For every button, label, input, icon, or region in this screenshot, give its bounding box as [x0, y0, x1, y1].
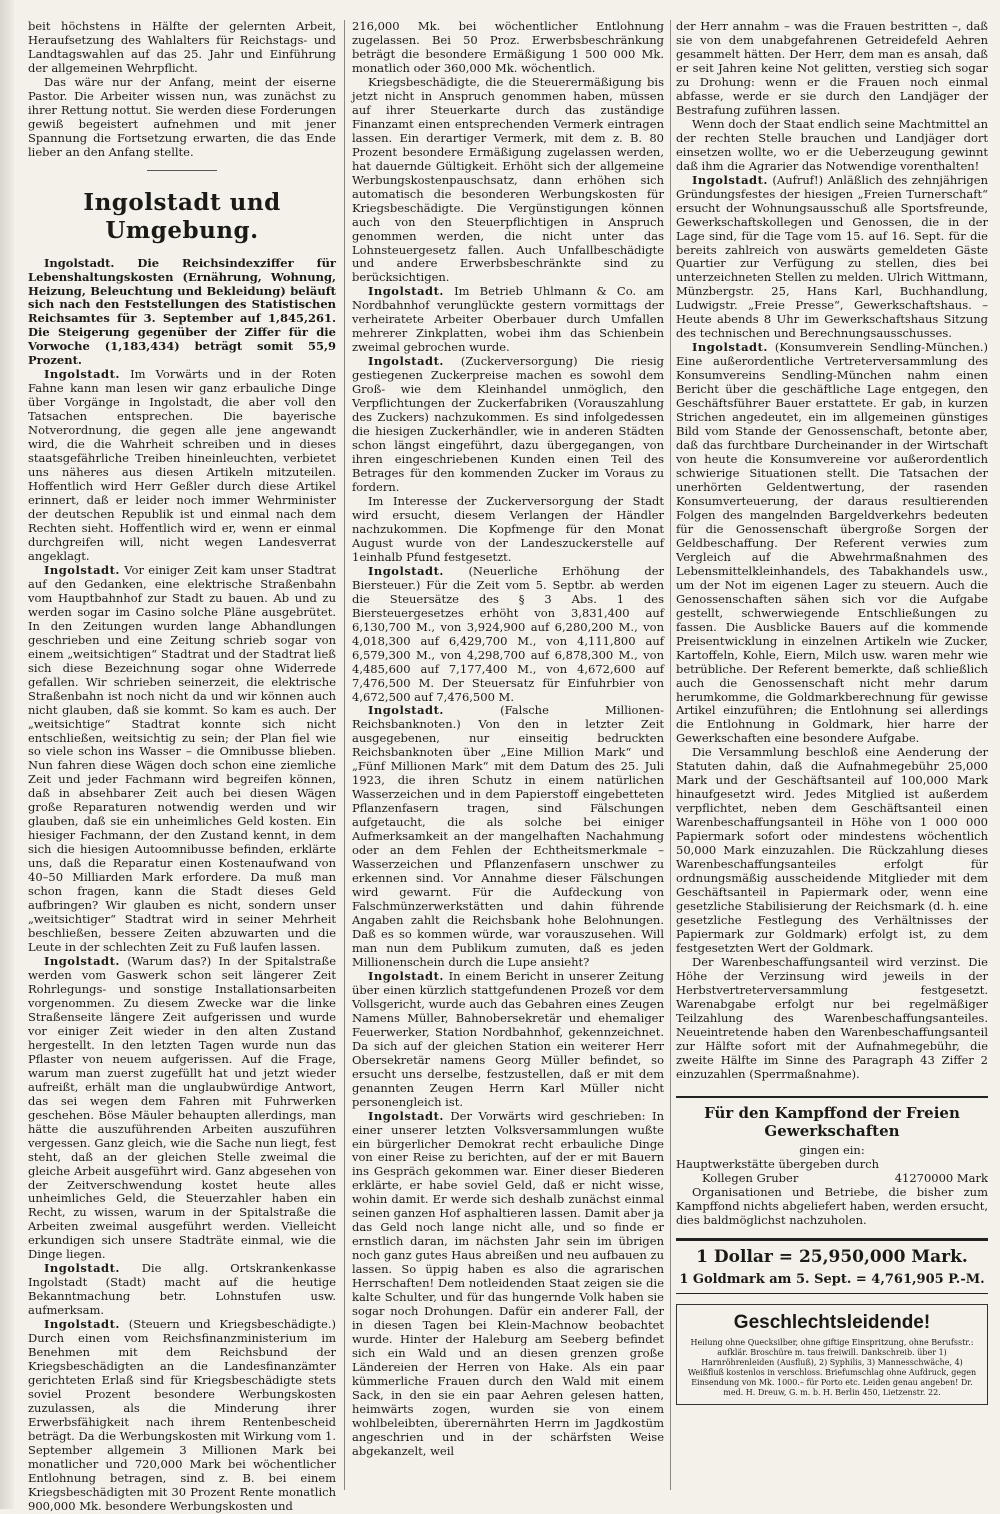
- article-dateline: Ingolstadt.: [692, 340, 768, 355]
- column-middle: [352, 20, 664, 1500]
- fund-heading: Für den Kampffond der Freien Gewerkschaften: [676, 1096, 988, 1140]
- article: [676, 174, 988, 342]
- article-dateline: Ingolstadt.: [368, 968, 444, 983]
- advertisement-body: Heilung ohne Quecksilber, ohne giftige Einspritzung, ohne Berufsstr.: aufklär. Broschüre m. taus freiwill. Dankschreib. über 1) Harnröhrenleiden (Ausfluß), 2) Syphilis, 3) Mannesschwäche, 4) Weißfluß kostenlos in verschloss. Briefumschlag ohne Aufdruck, gegen Einsendung von Mk. 1000.– für Porto etc. Leiden genau angeben! Dr. med. H. Dreuw, G. m. b. H. Berlin 450, Lietzenstr. 22.: [687, 1338, 977, 1398]
- article-dateline: Ingolstadt.: [44, 1261, 120, 1276]
- article-text: Vor einiger Zeit kam unser Stadtrat auf den Gedanken, eine elektrische Straßenbahn vom Hauptbahnhof zur Stadt zu bauen. Ab und zu werden sogar im Casino solche Pläne ausgebrütet. In den Zeitungen wurden lange Abhandlungen geschrieben und eine Zeitung schrieb sogar von einem „weitsichtigen“ Stadtrat und der Stadtrat ließ sich diese Bezeichnung sogar ohne Widerrede gefallen. Wir schrieben seinerzeit, die elektrische Straßenbahn ist noch nicht da und wir können auch nicht glauben, daß sie kommt. So kam es auch. Der „weitsichtige“ Stadtrat konnte sich nicht entschließen, weitsichtig zu sein; der Plan fiel wie so viele schon ins Wasser – die Omnibusse blieben. Nun fahren diese Wägen doch schon eine ziemliche Zeit und jeder Fachmann wird begreifen können, daß in absehbarer Zeit auch bei diesen Wägen große Reparaturen notwendig werden und wir glauben, daß sie ein unheimliches Geld kosten. Ein hiesiger Fachmann, der den Zustand kennt, in dem sich die hiesigen Autoomnibusse befinden, erklärte uns, daß die Reparatur einen Kostenaufwand von 40–50 Milliarden Mark erfordere. Da muß man schon fragen, kann die Stadt dieses Geld aufbringen? Wir glauben es nicht, sondern unser „weitsichtiger“ Stadtrat wird in seiner Mehrheit beschließen, bessere Zeiten abzuwarten und die Leute in der schlechten Zeit zu Fuß laufen lassen.: [28, 562, 337, 955]
- article-text: Die allg. Ortskrankenkasse Ingolstadt (Stadt) macht auf die heutige Bekanntmachung betr. Lohnstufen usw. aufmerksam.: [28, 1261, 336, 1318]
- article-dateline: Ingolstadt.: [44, 1317, 120, 1332]
- article: [352, 704, 664, 969]
- article: [28, 368, 336, 564]
- fund-subheading: gingen ein:: [799, 1143, 865, 1158]
- fund-note: Organisationen und Betriebe, die bisher zum Kampffond nichts abgeliefert haben, werden ersucht, dies baldmöglichst nachzuholen.: [676, 1184, 988, 1227]
- article-text: Der Vorwärts wird geschrieben: In einer unserer letzten Volksversammlungen wußte ein bürgerlicher Demokrat recht erbauliche Dinge von einer Reise zu berichten, auf der er mit Bauern ins Gespräch gekommen war. Einer dieser Biederen erklärte, er habe soviel Geld, daß er nicht wisse, wohin damit. Er werde sich deshalb zunächst einmal seinen ganzen Hof asphaltieren lassen. Damit aber ja das Geld noch lange nicht alle, und so finde er ernstlich daran, im nächsten Jahr sein im übrigen noch ganz gutes Haus abreißen und neu aufbauen zu lassen. So üppig haben es also die agrarischen Herrschaften! Dem notleidenden Staat zeigen sie die kalte Schulter, und für das hungernde Volk haben sie sogar noch Drohungen. Dafür ein anderer Fall, der in diesen Tagen bei Klein-Machnow beobachtet wurde. Hinter der Haleburg am Seeberg befindet sich ein Wald und an diesen grenzen große Ländereien der Herren von Hake. Als ein paar kümmerliche Frauen durch den Wald mit einem Sack, in den sie ein paar Aehren gelesen hatten, heimwärts zogen, wurden sie von einem wohlbeleibten, überernährten Herrn im Jagdkostüm angeschrien und in der schärfsten Weise abgekanzelt, weil: [352, 1108, 664, 1458]
- paragraph: der Herr annahm – was die Frauen bestritten –, daß sie von dem unabgefahrenen Getreidefeld Aehren gesammelt hätten. Der Herr, dem man es ansah, daß er seit Jahren keine Not gelitten, verstieg sich sogar zu Drohung: wenn er die Frauen noch einmal abfasse, werde er sie durch den Landjäger der Bestrafung zuführen lassen.: [676, 19, 988, 117]
- article-text: Im Betrieb Uhlmann & Co. am Nordbahnhof verunglückte gestern vormittags der verheiratete Arbeiter Oberbauer durch Umfallen mehrerer Zinkplatten, wobei ihm das Schienbein zweimal gebrochen wurde.: [352, 284, 664, 355]
- paragraph: beit höchstens in Hälfte der gelernten Arbeit, Heraufsetzung des Wahlalters für Reichstags- und Landtagswahlen auf das 25. Jahr und Einführung der allgemeinen Wehrpflicht.: [28, 19, 336, 75]
- advertisement: [676, 1304, 988, 1405]
- paragraph: Im Interesse der Zuckerversorgung der Stadt wird ersucht, diesem Verlangen der Händler nachzukommen. Die Kopfmenge für den Monat August wurde von der Landeszuckerstelle auf 1einhalb Pfund festgesetzt.: [352, 493, 664, 564]
- article-dateline: Ingolstadt.: [368, 1108, 444, 1123]
- advertisement-title: Geschlechtsleidende!: [733, 1312, 931, 1334]
- page-edge: [0, 0, 14, 1509]
- column-right: [676, 20, 988, 1500]
- article-text: (Konsumverein Sendling-München.) Eine außerordentliche Vertreterversammlung des Konsumvereins Sendling-München nahm einen Bericht über die geschäftliche Lage entgegen, den Geschäftsführer Bauer erstattete. Er gab, in kurzen Strichen angedeutet, ein im allgemeinen günstiges Bild vom Stande der Genossenschaft, betonte aber, daß das furchtbare Durcheinander in der Wirtschaft von heute die Konsumvereine vor außerordentlich schwierige Situationen stellt. Die Tatsachen der unerhörten Geldentwertung, der rasenden Konsumverteuerung, der daraus resultierenden Folgen des mangelnden Bargeldverkehrs bedeuten für die Genossenschaft übergroße Sorgen der Geldbeschaffung. Der Referent verwies zum Vergleich auf die Abwehrmaßnahmen des Lebensmittelkleinhandels, des Tabakhandels usw., um der Not im eigenen Lager zu steuern. Auch die Genossenschaften sähen sich vor die Aufgabe gestellt, schwerwiegende Entschließungen zu fassen. Die Ausblicke Bauers auf die kommende Preisentwicklung in einzelnen Artikeln wie Zucker, Kartoffeln, Kohle, Eiern, Milch usw. waren mehr wie betrübliche. Der Referent bemerkte, daß schließlich auch die Genossenschaft nicht mehr darum herumkomme, die Goldmarkberechnung für gewisse Artikel einzuführen; die Entlohnung sei allerdings die Entlohnung in Goldmark, hier harre der Gewerkschaften eine besondere Aufgabe.: [676, 340, 988, 746]
- article: [352, 565, 664, 705]
- article: [352, 970, 664, 1110]
- article-text: In einem Bericht in unserer Zeitung über einen kürzlich stattgefundenen Prozeß vor dem Vollsgericht, wurde auch das Gebahren eines Zeugen Namens Müller, Bahnobersekretär und ehemaliger Feuerwerker, Station Nordbahnhof, gekennzeichnet. Da sich auf der gleichen Station ein weiterer Herr Obersekretär namens Georg Müller befindet, so ersucht uns derselbe, festzustellen, daß er mit dem genannten Zeugen Herrn Karl Müller nicht personengleich ist.: [352, 968, 665, 1109]
- article-dateline: Ingolstadt.: [44, 367, 120, 382]
- article: [28, 1262, 336, 1318]
- article-text: (Warum das?) In der Spitalstraße werden vom Gaswerk schon seit längerer Zeit Rohrlegungs- und sonstige Installationsarbeiten vorgenommen. Zu diesem Zwecke war die linke Straßenseite längere Zeit aufgerissen und wurde vor einiger Zeit wieder in den alten Zustand hergestellt. In den letzten Tagen wurde nun das Pflaster von neuem aufgerissen. Auf die Frage, warum man zuerst zugefüllt hat und jetzt wieder aufreißt, erhält man die unglaubwürdige Antwort, das sei wegen dem Fahren mit Fuhrwerken geschehen. Böse Mäuler behaupten allerdings, man hätte die auszuführenden Arbeiten auszuführen vergessen. Ganz gleich, wie die Sache nun liegt, fest steht, daß an der gleichen Stelle zweimal die gleiche Arbeit ausgeführt wird. Ganz abgesehen von der Zeitverschwendung kostet heute alles unheimliches Geld, die Steuerzahler haben ein Recht, zu wissen, warum in der Spitalstraße die Arbeiten zweimal ausgeführt werden. Vielleicht erkundigen sich unsere Stadträte einmal, wie die Dinge liegen.: [28, 954, 337, 1262]
- divider: [147, 170, 217, 171]
- article-dateline: Ingolstadt.: [368, 284, 444, 299]
- article-text: Im Vorwärts und in der Roten Fahne kann man lesen wir ganz erbauliche Dinge über Vorgänge in Ingolstadt, die aber voll den Tatsachen entsprechen. Die bayerische Notverordnung, die gegen alle jene angewandt wird, die die Wahrheit schreiben und in dieses staatsgefährliche Treiben hineinleuchten, verbietet uns näheres aus diesen Artikeln mitzuteilen. Hoffentlich wird Herr Geßler durch diese Artikel erinnert, daß er leider noch immer Wehrminister der deutschen Republik ist und einmal nach dem Rechten sieht. Hoffentlich wird er, wenn er einmal durchgreifen will, nicht wegen Landesverrat angeklagt.: [28, 367, 336, 563]
- column-rule-2: [670, 20, 671, 1490]
- article-text: (Neuerliche Erhöhung der Biersteuer.) Für die Zeit vom 5. Septbr. ab werden die Steuersätze des § 3 Abs. 1 des Biersteuergesetzes erhöht von 3,831,400 auf 6,130,700 M., von 3,924,900 auf 6,280,200 M., von 4,018,300 auf 6,429,700 M., von 4,111,800 auf 6,579,300 M., von 4,298,700 auf 6,878,300 M., von 4,485,600 auf 7,177,400 M., von 4,672,600 auf 7,476,500 M. Der Steuersatz für Einfuhrbier von 4,672,500 auf 7,476,500 M.: [352, 563, 664, 704]
- goldmark-rate: 1 Goldmark am 5. Sept. = 4,761,905 P.-M.: [679, 1271, 985, 1287]
- paragraph: Der Warenbeschaffungsanteil wird verzinst. Die Höhe der Verzinsung wird jeweils in der Herbstvertreterversammlung festgesetzt. Warenabgabe erfolgt nur bei regelmäßiger Teilzahlung des Warenbeschaffungsanteiles. Neueintretende haben den Warenbeschaffungsanteil zur Hälfte sofort mit der Aufnahmegebühr, die zweite Hälfte im Sinne des Paragraph 43 Ziffer 2 einzuzahlen (Sperrmaßnahme).: [676, 954, 988, 1081]
- article-dateline: Ingolstadt.: [44, 954, 120, 968]
- article-text: (Falsche Millionen-Reichsbanknoten.) Von den in letzter Zeit ausgegebenen, nur einseitig bedruckten Reichsbanknoten über „Eine Million Mark“ und „Fünf Millionen Mark“ mit dem Datum des 25. Juli 1923, die ihren Schutz in einem natürlichen Wasserzeichen und in dem Papierstoff eingebetteten Pflanzenfasern tragen, sind Fälschungen aufgetaucht, die als solche bei einiger Aufmerksamkeit an der mangelhaften Nachahmung oder an dem Fehlen der Echtheitsmerkmale – Wasserzeichen und Pflanzenfasern unschwer zu erkennen sind. Vor Annahme dieser Fälschungen wird gewarnt. Für die Aufdeckung von Falschmünzerwerkstätten und dahin führende Angaben zahlt die Reichsbank hohe Belohnungen. Daß es so kommen würde, war vorauszusehen. Will man nun dem Publikum zumuten, daß es jeden Millionenschein durch die Lupe ansieht?: [352, 703, 664, 969]
- article: [676, 341, 988, 746]
- article-dateline: Ingolstadt.: [368, 354, 444, 369]
- fund-entry: [676, 1172, 988, 1186]
- article: [28, 1318, 336, 1514]
- article: [352, 355, 664, 495]
- paragraph: Das wäre nur der Anfang, meint der eiserne Pastor. Die Arbeiter wissen nun, was zunächst zu ihrer Rettung nottut. Sie werden diese Forderungen gewiß begeistert aufnehmen und mit jener Spannung die Fortsetzung erwarten, die das Ende lieber an den Anfang stellte.: [28, 74, 336, 159]
- section-heading: Ingolstadt und Umgebung.: [83, 188, 281, 244]
- paragraph: 216,000 Mk. bei wöchentlicher Entlohnung zugelassen. Bei 50 Proz. Erwerbsbeschränkung beträgt die besondere Ermäßigung 1 500 000 Mk. monatlich oder 360,000 Mk. wöchentlich.: [352, 19, 664, 75]
- fund-line: Hauptwerkstätte übergeben durch: [676, 1157, 880, 1172]
- paragraph: Wenn doch der Staat endlich seine Machtmittel an der rechten Stelle brauchen und Landjäger dort einsetzen wollte, wo er die Ueberzeugung gewinnt daß ihm die Agrarier das Notwendige vorenthalten!: [676, 116, 988, 173]
- column-left: [28, 19, 337, 1513]
- fund-entry-amount: 41270000 Mark: [894, 1171, 988, 1185]
- column-rule-1: [344, 20, 345, 1490]
- article-index: Ingolstadt. Die Reichsindexziffer für Lebenshaltungskosten (Ernährung, Wohnung, Heizung, Beleuchtung und Bekleidung) beläuft sich nach den Feststellungen des Statistischen Reichsamtes für 3. September auf 1,845,261. Die Steigerung gegenüber der Ziffer für die Vorwoche (1,183,434) beträgt somit 55,9 Prozent.: [28, 255, 336, 368]
- fund-entry-name: Kollegen Gruber: [702, 1171, 799, 1185]
- article: [352, 1110, 664, 1459]
- article-dateline: Ingolstadt.: [692, 172, 768, 187]
- article-dateline: Ingolstadt.: [368, 703, 444, 718]
- article-text: (Zuckerversorgung) Die riesig gestiegenen Zuckerpreise machen es sowohl dem Groß- wie dem Kleinhandel unmöglich, den Verpflichtungen der Zuckerfabriken (Vorauszahlung des Zuckers) nachzukommen. Es sind infolgedessen die hiesigen Zuckerhändler, wie in anderen Städten schon längst eingeführt, dazu übergegangen, von ihren eingeschriebenen Kunden einen Teil des Betrages für den kommenden Zucker im Voraus zu fordern.: [352, 354, 664, 494]
- exchange-rate-box: [676, 1238, 988, 1294]
- article: [28, 955, 336, 1262]
- article-dateline: Ingolstadt.: [44, 562, 120, 577]
- article-dateline: Ingolstadt.: [368, 563, 444, 578]
- article-text: (Aufruf!) Anläßlich des zehnjährigen Gründungsfestes der hiesigen „Freien Turnerschaft“ ersucht der Wohnungsausschuß alle Sportsfreunde, Gewerkschaftskollegen und Genossen, die in der Lage sind, für die Tage vom 15. auf 16. Sept. für die bereits zahlreich von auswärts gemeldeten Gäste Quartier zur Verfügung zu stellen, dies bei unterzeichneten Stellen zu melden. Ulrich Wittmann, Münzbergstr. 25, Hans Karl, Buchhandlung, Ludwigstr. „Freie Presse“, Gewerkschaftshaus. – Heute abends 8 Uhr im Gewerkschaftshaus Sitzung des technischen und Berechnungsausschusses.: [676, 172, 988, 341]
- paragraph: Die Versammlung beschloß eine Aenderung der Statuten dahin, daß die Aufnahmegebühr 25,000 Mark und der Geschäftsanteil auf 100,000 Mark hinaufgesetzt wird. Jedes Mitglied ist außerdem verpflichtet, neben dem Geschäftsanteil einen Warenbeschaffungsanteil in Höhe von 1 000 000 Papiermark sofort oder mindestens wöchentlich 50,000 Mark einzuzahlen. Die Rückzahlung dieses Warenbeschaffungsanteiles erfolgt für ordnungsmäßig ausscheidende Mitglieder mit dem Geschäftsanteil in Papiermark oder, wenn eine gesetzliche Stabilisierung der Reichsmark (d. h. eine gesetzliche Festlegung des Verhältnisses der Papiermark zur Goldmark) erfolgt ist, zu dem festgesetzten Wert der Goldmark.: [676, 745, 988, 955]
- paragraph: Kriegsbeschädigte, die die Steuerermäßigung bis jetzt nicht in Anspruch genommen haben, müssen auf ihrer Steuerkarte durch das zuständige Finanzamt einen entsprechenden Vermerk eintragen lassen. Ein derartiger Vermerk, mit dem z. B. 80 Prozent besondere Ermäßigung zugelassen werden, hat dauernde Gültigkeit. Erhöht sich der allgemeine Werbungskostenpauschsatz, dann erhöhen sich automatisch die besonderen Werbungskosten für Kriegsbeschädigte. Die Vergünstigungen können auch von den Steuerpflichtigen in Anspruch genommen werden, die nicht unter das Lohnsteuergesetz fallen. Auch Unfallbeschädigte und andere Erwerbsbeschränkte sind zu berücksichtigen.: [352, 74, 664, 285]
- article: [352, 285, 664, 355]
- article-text: (Steuern und Kriegsbeschädigte.) Durch einen vom Reichsfinanzministerium im Benehmen mit dem Reichsbund der Kriegsbeschädigten an die Landesfinanzämter gerichteten Erlaß sind für Kriegsbeschädigte stets soviel Prozent besondere Werbungskosten zuzulassen, als die Minderung ihrer Erwerbsfähigkeit nach ihrem Rentenbescheid beträgt. Da die Werbungskosten mit Wirkung vom 1. September allgemein 3 Millionen Mark bei monatlicher und 720,000 Mark bei wöchentlicher Entlohnung betragen, sind z. B. bei einem Kriegsbeschädigten mit 30 Prozent Rente monatlich 900,000 Mk. besondere Werbungskosten und: [28, 1317, 336, 1513]
- article: [28, 564, 336, 955]
- dollar-rate: 1 Dollar = 25,950,000 Mark.: [696, 1246, 968, 1267]
